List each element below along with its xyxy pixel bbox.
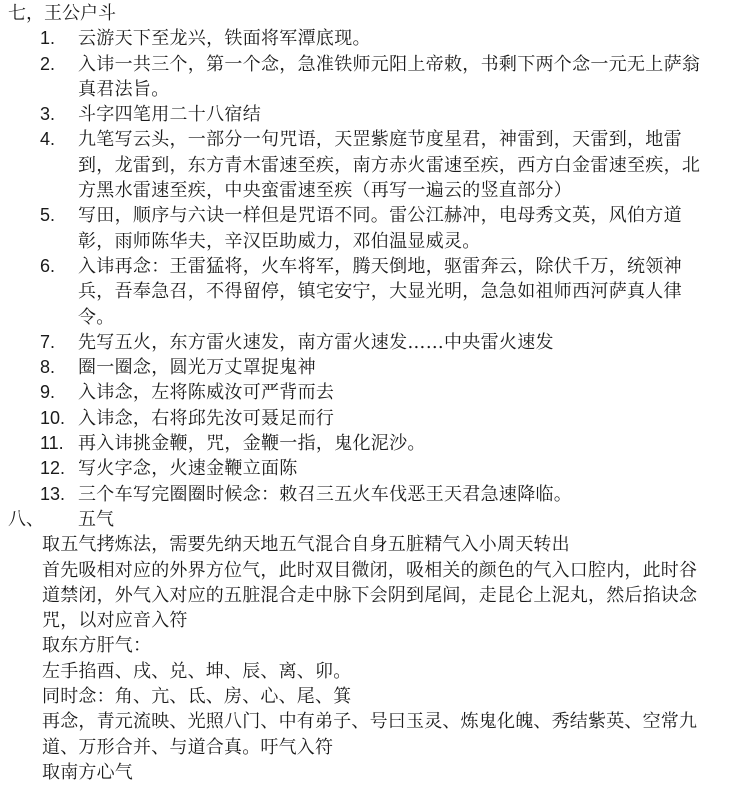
step-item	[0, 52, 735, 103]
step-text: 云游天下至龙兴，铁面将军潭底现。	[78, 28, 371, 50]
section-7-heading	[0, 1, 735, 26]
step-text: 先写五火，东方雷火速发，南方雷火速发……中央雷火速发	[78, 331, 554, 353]
section-7-title: 王公户斗	[44, 3, 116, 24]
step-item	[0, 102, 735, 127]
step-text: 三个车写完圈圈时候念：敕召三五火车伐恶王天君急速降临。	[78, 483, 573, 505]
step-item	[0, 127, 735, 203]
section-8-number: 八、	[8, 508, 44, 530]
step-number: 11.	[40, 433, 64, 454]
step-number: 12.	[40, 458, 66, 479]
step-number: 2.	[40, 53, 56, 74]
paragraph: 取东方肝气：	[42, 635, 152, 657]
paragraph: 首先吸相对应的外界方位气，此时双目微闭，吸相关的颜色的气入口腔内，此时谷道禁闭，外气入对应的五脏混合走中脉下会阴到尾闾，走昆仑上泥丸，然后掐诀念咒，以对应音入符	[42, 559, 698, 632]
step-text: 入讳一共三个，第一个念，急准铁师元阳上帝敕，书剩下两个念一元无上萨翁真君法旨。	[78, 53, 701, 100]
step-text: 写火字念，火速金鞭立面陈	[78, 458, 298, 480]
step-text: 圈一圈念，圆光万丈罩捉鬼神	[78, 357, 316, 379]
section-7-number: 七，	[8, 3, 44, 24]
step-item	[0, 380, 735, 405]
step-text: 入讳再念：王雷猛将，火车将军，腾天倒地，驱雷奔云，除伏千万，统领神兵，吾奉急召，不得留停，镇宅安宁，大显光明，急急如祖师西河萨真人律令。	[78, 255, 682, 328]
step-number: 5.	[40, 205, 56, 226]
step-item	[0, 203, 735, 254]
step-number: 6.	[40, 255, 56, 276]
step-item	[0, 406, 735, 431]
step-text: 入讳念，左将陈威汝可严背而去	[78, 382, 335, 404]
paragraph: 取五气拷炼法，需要先纳天地五气混合自身五脏精气入小周天转出	[42, 534, 570, 556]
paragraph: 取南方心气	[42, 761, 133, 783]
document-page	[0, 1, 735, 785]
step-number: 10.	[40, 407, 66, 428]
step-number: 4.	[40, 129, 56, 150]
step-text: 斗字四笔用二十八宿结	[78, 104, 261, 126]
step-number: 1.	[40, 28, 56, 49]
paragraph: 再念，青元流映、光照八门、中有弟子、号曰玉灵、炼鬼化魄、秀结紫英、空常九道、万形合并、与道合真。吁气入符	[42, 711, 698, 758]
step-item	[0, 330, 735, 355]
step-number: 3.	[40, 104, 56, 125]
section-7-steps	[0, 26, 735, 507]
paragraph: 同时念：角、亢、氐、房、心、尾、箕	[42, 686, 352, 708]
step-item	[0, 456, 735, 481]
step-item	[0, 26, 735, 51]
step-item	[0, 254, 735, 330]
step-text: 写田，顺序与六诀一样但是咒语不同。雷公江赫冲，电母秀文英，风伯方道彰，雨师陈华夫，辛汉臣助威力，邓伯温显威灵。	[78, 205, 682, 252]
step-text: 入讳念，右将邱先汝可聂足而行	[78, 407, 335, 429]
section-8-heading	[0, 507, 735, 532]
step-text: 再入讳挑金鞭，咒，金鞭一指，鬼化泥沙。	[78, 433, 426, 455]
step-number: 13.	[40, 483, 66, 504]
step-number: 7.	[40, 331, 56, 352]
step-number: 9.	[40, 382, 56, 403]
step-item	[0, 355, 735, 380]
step-item	[0, 431, 735, 456]
paragraph: 左手掐酉、戌、兑、坤、辰、离、卯。	[42, 660, 352, 682]
step-text: 九笔写云头，一部分一句咒语，天罡紫庭节度星君，神雷到，天雷到，地雷到，龙雷到，东方青木雷速至疾，南方赤火雷速至疾，西方白金雷速至疾，北方黑水雷速至疾，中央蛮雷速至疾（再写一遍云的竖直部分）	[78, 129, 701, 202]
step-number: 8.	[40, 357, 56, 378]
section-8-title: 五气	[78, 508, 114, 530]
step-item	[0, 482, 735, 507]
